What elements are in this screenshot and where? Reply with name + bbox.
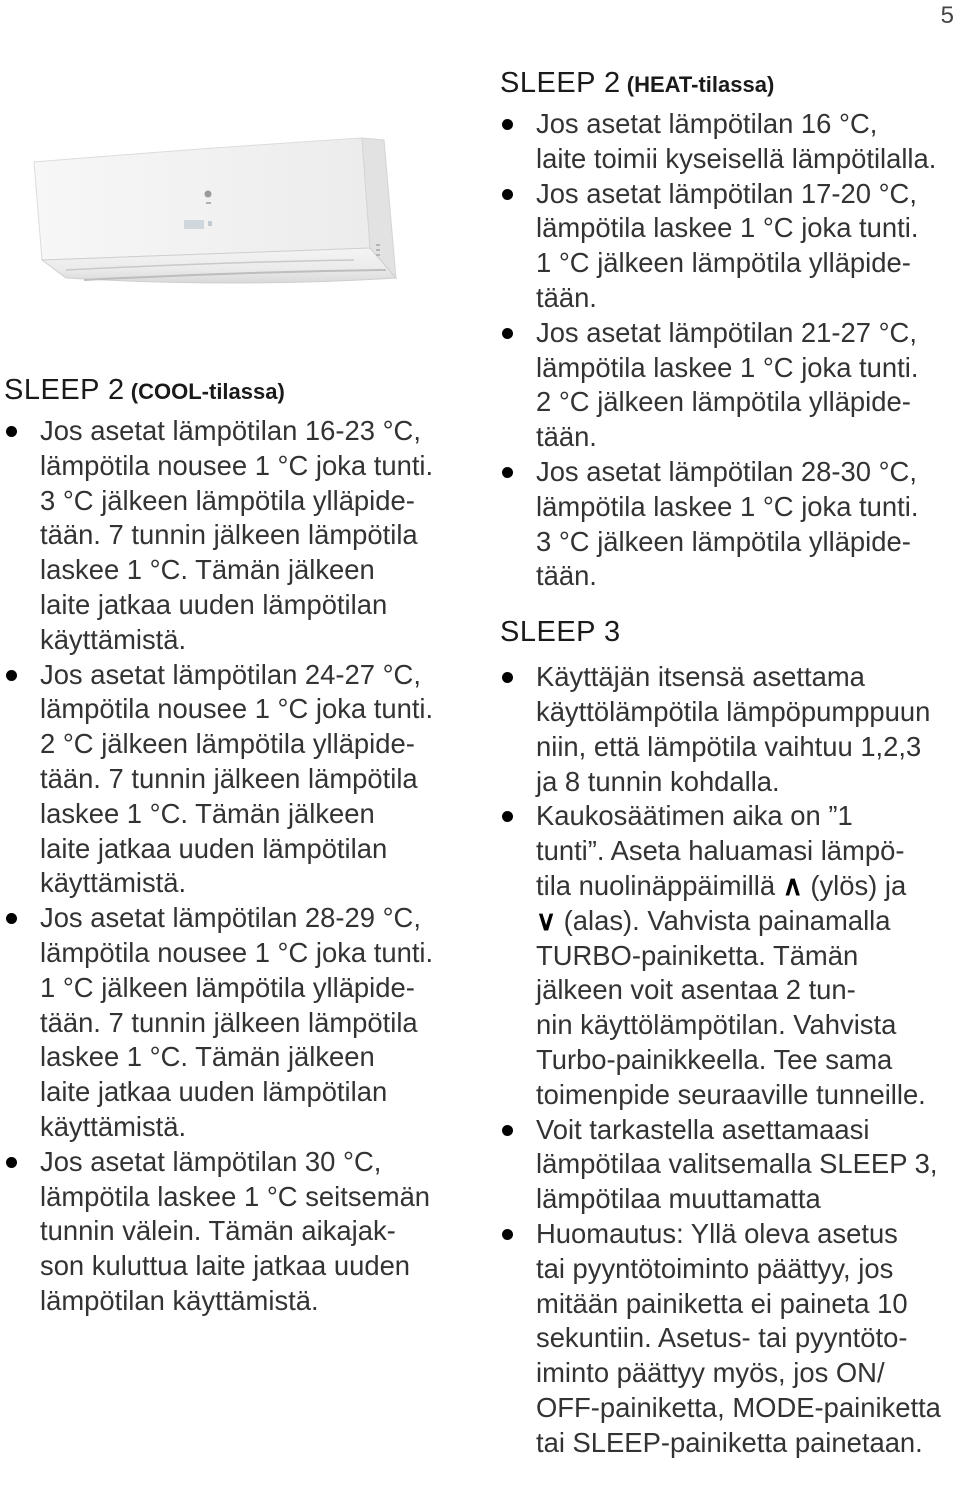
text-line: laite jatkaa uuden lämpötilan [40, 1076, 388, 1108]
text-line: toimenpide seuraaville tunneille. [536, 1078, 926, 1110]
sleep2-heat-heading [500, 65, 960, 103]
text-line: 1 °C jälkeen lämpötila ylläpide- [40, 971, 415, 1003]
heading-main: SLEEP 2 [500, 67, 621, 99]
list-item [500, 177, 960, 316]
text-line: tunnin välein. Tämän aikajak- [40, 1215, 396, 1247]
text-fragment: (ylös) ja [802, 869, 907, 901]
text-line: son kuluttua laite jatkaa uuden [40, 1250, 411, 1282]
text-line: käyttämistä. [40, 1110, 187, 1142]
text-line: Käyttäjän itsensä asettama [536, 661, 865, 693]
sleep3-list [500, 660, 960, 1460]
list-item [4, 901, 464, 1145]
text-line: Jos asetat lämpötilan 28-30 °C, [536, 455, 917, 487]
text-line: Jos asetat lämpötilan 17-20 °C, [536, 177, 917, 209]
bullet-icon [502, 672, 513, 683]
heading-sub: (COOL-tilassa) [124, 379, 285, 404]
text-line: Jos asetat lämpötilan 30 °C, [40, 1145, 382, 1177]
page-number: 5 [940, 2, 954, 29]
text-line: tään. 7 tunnin jälkeen lämpötila [40, 1006, 418, 1038]
text-line: tai SLEEP-painiketta painetaan. [536, 1426, 923, 1458]
text-line: tunti”. Aseta haluamasi lämpö- [536, 835, 905, 867]
sleep2-cool-list [4, 414, 464, 1319]
bullet-icon [6, 426, 17, 437]
text-line: 3 °C jälkeen lämpötila ylläpide- [40, 484, 415, 516]
text-fragment: tila nuolinäppäimillä [536, 869, 783, 901]
text-line: käyttölämpötila lämpöpumppuun [536, 695, 931, 727]
text-line: Jos asetat lämpötilan 21-27 °C, [536, 316, 917, 348]
right-column [500, 65, 960, 1460]
text-line: lämpötilaa valitsemalla SLEEP 3, [536, 1148, 938, 1180]
text-line: mitään painiketta ei paineta 10 [536, 1287, 908, 1319]
list-item [500, 316, 960, 455]
text-line: laite toimii kyseisellä lämpötilalla. [536, 142, 937, 174]
heading-main: SLEEP 3 [500, 616, 621, 649]
text-line: nin käyttölämpötilan. Vahvista [536, 1009, 897, 1041]
left-column [4, 372, 464, 1319]
arrow-up-icon: ∧ [782, 869, 803, 901]
text-line: 2 °C jälkeen lämpötila ylläpide- [40, 728, 415, 760]
text-line: lämpötila laskee 1 °C joka tunti. [536, 490, 919, 522]
list-item [500, 1217, 960, 1461]
text-line [536, 869, 960, 904]
text-line: 1 °C jälkeen lämpötila ylläpide- [536, 247, 911, 279]
text-line: Jos asetat lämpötilan 28-29 °C, [40, 902, 421, 934]
bullet-icon [502, 1125, 513, 1136]
text-line: ja 8 tunnin kohdalla. [536, 765, 780, 797]
text-line: lämpötilan käyttämistä. [40, 1284, 319, 1316]
heading-sub: (HEAT-tilassa) [620, 72, 775, 97]
text-line: tään. 7 tunnin jälkeen lämpötila [40, 762, 418, 794]
bullet-icon [502, 328, 513, 339]
text-line: lämpötila nousee 1 °C joka tunti. [40, 936, 434, 968]
text-fragment: (alas). Vahvista painamalla [556, 904, 891, 936]
text-line: tään. 7 tunnin jälkeen lämpötila [40, 519, 418, 551]
text-line: lämpötila laskee 1 °C joka tunti. [536, 212, 919, 244]
text-line: iminto päättyy myös, jos ON/ [536, 1357, 885, 1389]
bullet-icon [502, 119, 513, 130]
text-line: laskee 1 °C. Tämän jälkeen [40, 1041, 375, 1073]
text-line: 2 °C jälkeen lämpötila ylläpide- [536, 386, 911, 418]
list-item [500, 107, 960, 177]
bullet-icon [6, 670, 17, 681]
list-item [500, 1113, 960, 1217]
text-line: Jos asetat lämpötilan 24-27 °C, [40, 658, 421, 690]
sleep3-heading [500, 614, 960, 650]
list-item [4, 1145, 464, 1319]
text-line: käyttämistä. [40, 867, 187, 899]
text-line: laskee 1 °C. Tämän jälkeen [40, 797, 375, 829]
list-item [4, 414, 464, 658]
text-line: Turbo-painikkeella. Tee sama [536, 1043, 893, 1075]
text-line: laite jatkaa uuden lämpötilan [40, 588, 388, 620]
text-line: laskee 1 °C. Tämän jälkeen [40, 554, 375, 586]
air-conditioner-illustration [24, 120, 404, 305]
text-line: Huomautus: Yllä oleva asetus [536, 1217, 898, 1249]
text-line: Jos asetat lämpötilan 16-23 °C, [40, 415, 421, 446]
text-line: Jos asetat lämpötilan 16 °C, [536, 108, 878, 139]
text-line: 3 °C jälkeen lämpötila ylläpide- [536, 525, 911, 557]
text-line: käyttämistä. [40, 623, 187, 655]
bullet-icon [502, 189, 513, 200]
bullet-icon [502, 467, 513, 478]
bullet-icon [6, 913, 17, 924]
sleep2-heat-list [500, 107, 960, 594]
text-line: lämpötila nousee 1 °C joka tunti. [40, 449, 434, 481]
sleep2-cool-heading [4, 372, 464, 410]
text-line: OFF-painiketta, MODE-painiketta [536, 1391, 941, 1423]
text-line: lämpötila laskee 1 °C joka tunti. [536, 351, 919, 383]
text-line [536, 904, 960, 939]
text-line: Voit tarkastella asettamaasi [536, 1113, 870, 1145]
bullet-icon [502, 1229, 513, 1240]
text-line: laite jatkaa uuden lämpötilan [40, 832, 388, 864]
text-line: lämpötila laskee 1 °C seitsemän [40, 1180, 431, 1212]
text-line: tään. [536, 421, 597, 453]
text-line: jälkeen voit asentaa 2 tun- [536, 974, 856, 1006]
text-line: tään. [536, 560, 597, 592]
text-line: tään. [536, 281, 597, 313]
list-item [500, 799, 960, 1112]
list-item [500, 660, 960, 799]
bullet-icon [6, 1157, 17, 1168]
text-line: Kaukosäätimen aika on ”1 [536, 800, 853, 832]
text-line: lämpötila nousee 1 °C joka tunti. [40, 693, 434, 725]
text-line: lämpötilaa muuttamatta [536, 1183, 821, 1215]
list-item [4, 658, 464, 902]
heading-main: SLEEP 2 [4, 374, 125, 406]
text-line: TURBO-painiketta. Tämän [536, 939, 859, 971]
list-item [500, 455, 960, 594]
text-line: niin, että lämpötila vaihtuu 1,2,3 [536, 730, 922, 762]
text-line: tai pyyntötoiminto päättyy, jos [536, 1252, 894, 1284]
arrow-down-icon: ∨ [536, 904, 557, 936]
text-line: sekuntiin. Asetus- tai pyyntöto- [536, 1322, 908, 1354]
bullet-icon [502, 811, 513, 822]
